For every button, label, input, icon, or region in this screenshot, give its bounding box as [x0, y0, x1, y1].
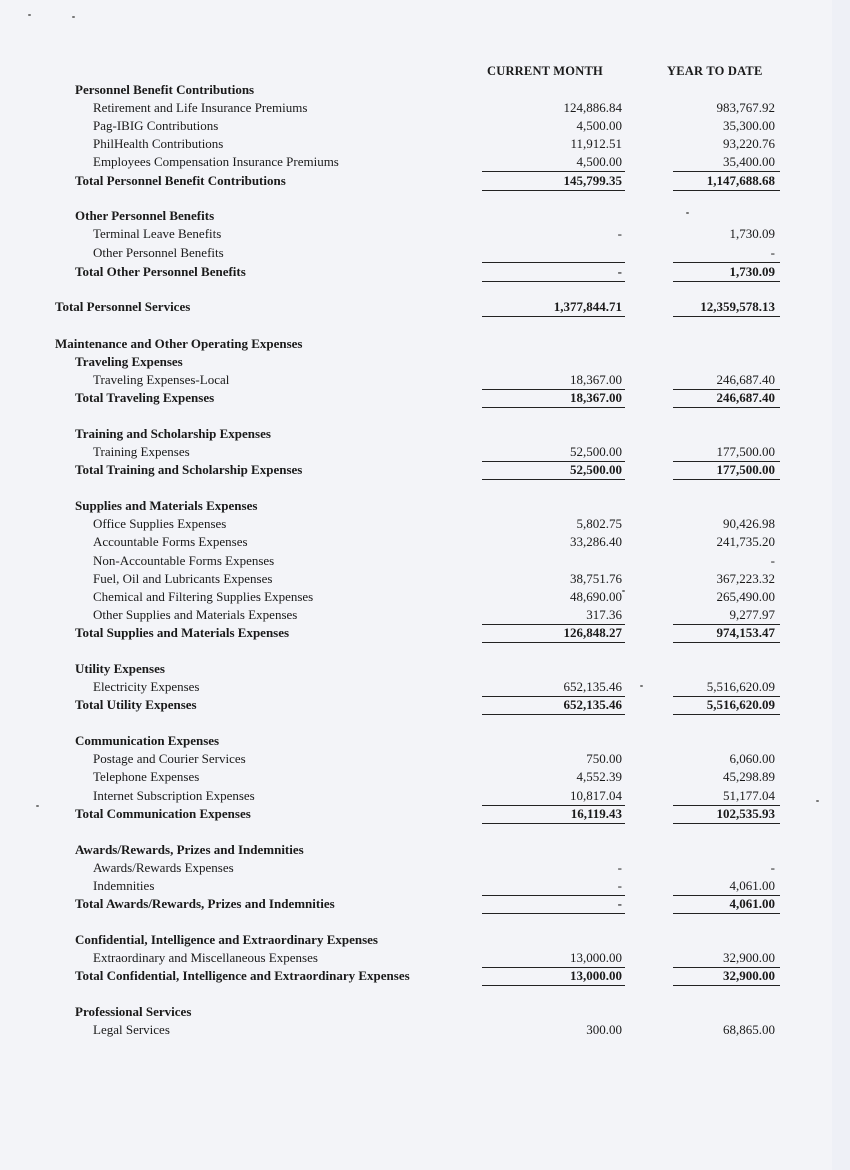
row-label: Communication Expenses — [75, 733, 220, 748]
year-to-date-value: 367,223.32 — [716, 571, 775, 586]
line-item-row — [0, 570, 850, 588]
line-item-row — [0, 244, 850, 262]
line-item-row — [0, 99, 850, 117]
year-to-date-value: 35,400.00 — [723, 154, 775, 169]
line-item-row — [0, 371, 850, 389]
row-label: Internet Subscription Expenses — [93, 788, 255, 803]
current-month-underline — [482, 823, 625, 824]
row-label: Total Supplies and Materials Expenses — [75, 625, 290, 640]
year-to-date-value: 983,767.92 — [716, 100, 775, 115]
line-item-row — [0, 787, 850, 805]
row-label: Utility Expenses — [75, 661, 165, 676]
line-item-row — [0, 533, 850, 551]
year-to-date-underline — [673, 407, 780, 408]
year-to-date-value: 5,516,620.09 — [706, 679, 775, 694]
row-label: Electricity Expenses — [93, 679, 200, 694]
row-label: Personnel Benefit Contributions — [75, 82, 255, 97]
year-to-date-value: 974,153.47 — [716, 625, 775, 640]
year-to-date-value: 1,147,688.68 — [706, 173, 775, 188]
line-item-row — [0, 135, 850, 153]
row-label: Total Training and Scholarship Expenses — [75, 462, 303, 477]
section-heading-row — [0, 81, 850, 99]
year-to-date-underline — [673, 985, 780, 986]
section-heading-row — [0, 335, 850, 353]
row-label: Traveling Expenses — [75, 354, 183, 369]
line-item-row — [0, 768, 850, 786]
scan-speck — [622, 590, 625, 592]
current-month-value: 124,886.84 — [563, 100, 622, 115]
current-month-value: 13,000.00 — [570, 968, 622, 983]
line-item-row — [0, 443, 850, 461]
current-month-underline — [482, 281, 625, 282]
row-label: Fuel, Oil and Lubricants Expenses — [93, 571, 273, 586]
year-to-date-value: 93,220.76 — [723, 136, 775, 151]
row-label: Confidential, Intelligence and Extraordinary Expenses — [75, 932, 378, 947]
year-to-date-value: 45,298.89 — [723, 769, 775, 784]
year-to-date-value: 32,900.00 — [723, 968, 775, 983]
line-item-row — [0, 225, 850, 243]
total-row — [0, 172, 850, 190]
year-to-date-underline — [673, 190, 780, 191]
year-to-date-underline — [673, 316, 780, 317]
current-month-underline — [482, 913, 625, 914]
current-month-value: 16,119.43 — [570, 806, 622, 821]
current-month-value: 652,135.46 — [563, 697, 622, 712]
section-heading-row — [0, 660, 850, 678]
year-to-date-value: 102,535.93 — [716, 806, 775, 821]
year-to-date-value: 5,516,620.09 — [706, 697, 775, 712]
current-month-underline — [482, 316, 625, 317]
year-to-date-value: 177,500.00 — [716, 444, 775, 459]
current-month-value: 11,912.51 — [570, 136, 622, 151]
line-item-row — [0, 1021, 850, 1039]
current-month-underline — [482, 190, 625, 191]
row-label: Terminal Leave Benefits — [93, 226, 222, 241]
current-month-underline — [482, 479, 625, 480]
total-row — [0, 461, 850, 479]
row-label: PhilHealth Contributions — [93, 136, 224, 151]
year-to-date-value: 241,735.20 — [716, 534, 775, 549]
year-to-date-value: 51,177.04 — [723, 788, 775, 803]
row-label: Total Other Personnel Benefits — [75, 264, 246, 279]
total-row — [0, 298, 850, 316]
scan-speck — [36, 805, 39, 807]
year-to-date-value: 68,865.00 — [723, 1022, 775, 1037]
current-month-value: - — [617, 264, 622, 279]
total-row — [0, 389, 850, 407]
scan-speck — [640, 685, 643, 687]
line-item-row — [0, 588, 850, 606]
row-label: Total Personnel Benefit Contributions — [75, 173, 286, 188]
row-label: Total Utility Expenses — [75, 697, 197, 712]
row-label: Non-Accountable Forms Expenses — [93, 553, 275, 568]
current-month-value: 18,367.00 — [570, 390, 622, 405]
year-to-date-value: 246,687.40 — [716, 372, 775, 387]
year-to-date-value: 4,061.00 — [729, 896, 775, 911]
section-heading-row — [0, 207, 850, 225]
current-month-value: 38,751.76 — [570, 571, 622, 586]
current-month-value: 4,552.39 — [576, 769, 622, 784]
current-month-value: 300.00 — [586, 1022, 622, 1037]
year-to-date-underline — [673, 823, 780, 824]
year-to-date-value: 1,730.09 — [729, 264, 775, 279]
year-to-date-header: YEAR TO DATE — [667, 64, 763, 78]
row-label: Retirement and Life Insurance Premiums — [93, 100, 308, 115]
row-label: Total Awards/Rewards, Prizes and Indemnities — [75, 896, 335, 911]
current-month-underline — [482, 985, 625, 986]
row-label: Indemnities — [93, 878, 155, 893]
current-month-value: 52,500.00 — [570, 444, 622, 459]
current-month-value: 4,500.00 — [576, 118, 622, 133]
line-item-row — [0, 949, 850, 967]
row-label: Extraordinary and Miscellaneous Expenses — [93, 950, 318, 965]
year-to-date-value: 12,359,578.13 — [700, 299, 775, 314]
row-label: Total Personnel Services — [55, 299, 191, 314]
current-month-value: 4,500.00 — [576, 154, 622, 169]
current-month-value: - — [617, 878, 622, 893]
total-row — [0, 895, 850, 913]
row-label: Total Communication Expenses — [75, 806, 251, 821]
row-label: Traveling Expenses-Local — [93, 372, 230, 387]
scan-speck — [816, 800, 819, 802]
year-to-date-value: 6,060.00 — [729, 751, 775, 766]
section-heading-row — [0, 732, 850, 750]
current-month-value: 5,802.75 — [576, 516, 622, 531]
line-item-row — [0, 678, 850, 696]
current-month-value: 33,286.40 — [570, 534, 622, 549]
row-label: Accountable Forms Expenses — [93, 534, 248, 549]
scan-speck — [28, 14, 31, 16]
section-heading-row — [0, 1003, 850, 1021]
year-to-date-underline — [673, 479, 780, 480]
row-label: Postage and Courier Services — [93, 751, 246, 766]
row-label: Professional Services — [75, 1004, 192, 1019]
line-item-row — [0, 552, 850, 570]
row-label: Awards/Rewards, Prizes and Indemnities — [75, 842, 304, 857]
row-label: Legal Services — [93, 1022, 170, 1037]
line-item-row — [0, 877, 850, 895]
section-heading-row — [0, 931, 850, 949]
section-heading-row — [0, 497, 850, 515]
year-to-date-value: 4,061.00 — [729, 878, 775, 893]
current-month-underline — [482, 714, 625, 715]
current-month-value: 13,000.00 — [570, 950, 622, 965]
row-label: Other Personnel Benefits — [93, 245, 224, 260]
year-to-date-underline — [673, 714, 780, 715]
row-label: Pag-IBIG Contributions — [93, 118, 219, 133]
row-label: Total Traveling Expenses — [75, 390, 215, 405]
year-to-date-value: 177,500.00 — [716, 462, 775, 477]
year-to-date-value: 32,900.00 — [723, 950, 775, 965]
year-to-date-underline — [673, 642, 780, 643]
current-month-underline — [482, 407, 625, 408]
line-item-row — [0, 750, 850, 768]
current-month-value: 48,690.00 — [570, 589, 622, 604]
total-row — [0, 805, 850, 823]
year-to-date-value: 9,277.97 — [729, 607, 775, 622]
section-heading-row — [0, 425, 850, 443]
row-label: Training Expenses — [93, 444, 190, 459]
year-to-date-underline — [673, 913, 780, 914]
row-label: Training and Scholarship Expenses — [75, 426, 271, 441]
line-item-row — [0, 515, 850, 533]
row-label: Office Supplies Expenses — [93, 516, 227, 531]
year-to-date-value: - — [770, 860, 775, 875]
total-row — [0, 967, 850, 985]
current-month-value: 18,367.00 — [570, 372, 622, 387]
year-to-date-value: 265,490.00 — [716, 589, 775, 604]
scan-speck — [686, 212, 689, 214]
row-label: Awards/Rewards Expenses — [93, 860, 234, 875]
year-to-date-value: - — [770, 553, 775, 568]
row-label: Employees Compensation Insurance Premiums — [93, 154, 339, 169]
row-label: Total Confidential, Intelligence and Extraordinary Expenses — [75, 968, 410, 983]
current-month-value: - — [617, 860, 622, 875]
current-month-value: 750.00 — [586, 751, 622, 766]
row-label: Telephone Expenses — [93, 769, 200, 784]
current-month-value: 52,500.00 — [570, 462, 622, 477]
total-row — [0, 696, 850, 714]
year-to-date-value: 246,687.40 — [716, 390, 775, 405]
current-month-value: 10,817.04 — [570, 788, 622, 803]
current-month-value: 317.36 — [586, 607, 622, 622]
year-to-date-value: 35,300.00 — [723, 118, 775, 133]
current-month-header: CURRENT MONTH — [487, 64, 603, 78]
year-to-date-value: - — [770, 245, 775, 260]
current-month-value: 145,799.35 — [563, 173, 622, 188]
total-row — [0, 624, 850, 642]
current-month-value: 652,135.46 — [563, 679, 622, 694]
row-label: Chemical and Filtering Supplies Expenses — [93, 589, 314, 604]
current-month-value: 126,848.27 — [563, 625, 622, 640]
row-label: Maintenance and Other Operating Expenses — [55, 336, 303, 351]
current-month-value: - — [617, 896, 622, 911]
scan-speck — [72, 16, 75, 18]
current-month-value: - — [617, 226, 622, 241]
row-label: Other Personnel Benefits — [75, 208, 215, 223]
year-to-date-underline — [673, 281, 780, 282]
line-item-row — [0, 153, 850, 171]
current-month-underline — [482, 642, 625, 643]
section-heading-row — [0, 353, 850, 371]
line-item-row — [0, 117, 850, 135]
year-to-date-value: 1,730.09 — [729, 226, 775, 241]
line-item-row — [0, 859, 850, 877]
row-label: Supplies and Materials Expenses — [75, 498, 258, 513]
section-heading-row — [0, 841, 850, 859]
current-month-value: 1,377,844.71 — [553, 299, 622, 314]
year-to-date-value: 90,426.98 — [723, 516, 775, 531]
row-label: Other Supplies and Materials Expenses — [93, 607, 298, 622]
total-row — [0, 263, 850, 281]
line-item-row — [0, 606, 850, 624]
